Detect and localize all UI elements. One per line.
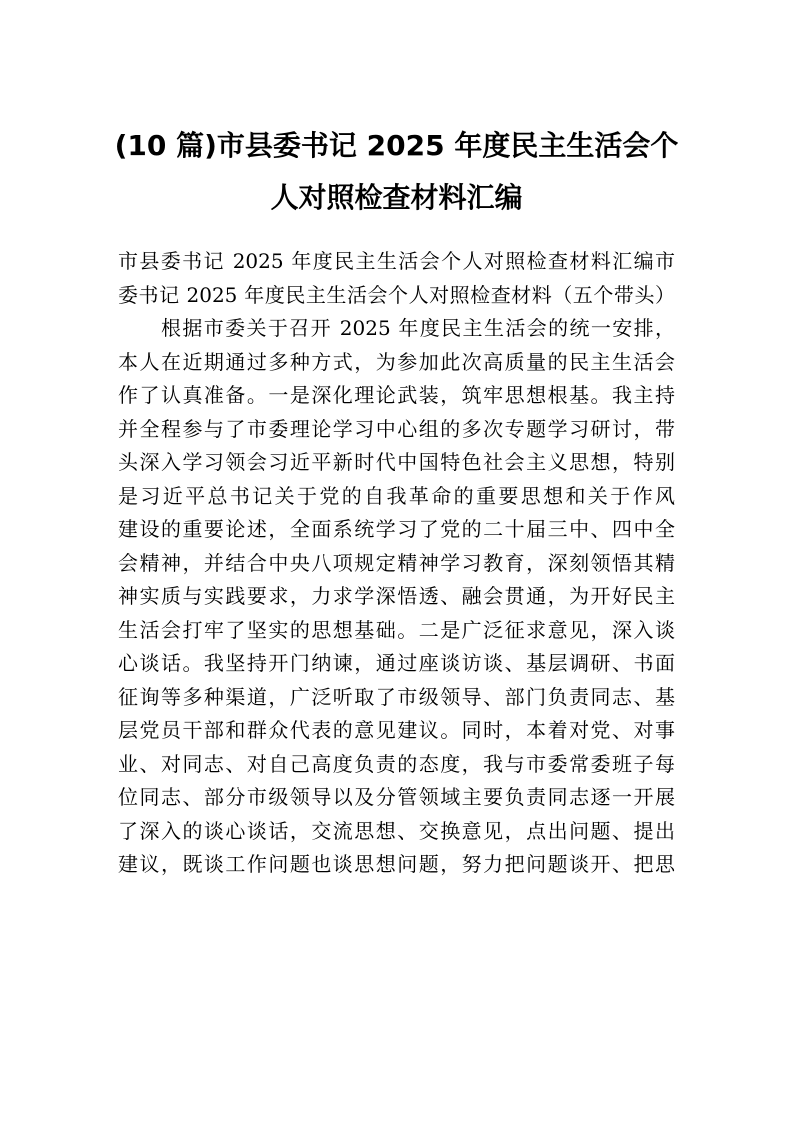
body-line-16: 业、对同志、对自己高度负责的态度，我与市委常委班子每 <box>118 751 675 776</box>
body-line-3: 根据市委关于召开 2025 年度民主生活会的统一安排， <box>161 316 675 340</box>
body-line-8: 是习近平总书记关于党的自我革命的重要思想和关于作风 <box>118 483 675 508</box>
body-line-18: 了深入的谈心谈话，交流思想、交换意见，点出问题、提出 <box>118 818 675 843</box>
body-line-7: 头深入学习领会习近平新时代中国特色社会主义思想，特别 <box>118 450 675 474</box>
body-line-9: 建设的重要论述，全面系统学习了党的二十届三中、四中全 <box>118 517 675 541</box>
body-line-1: 市县委书记 2025 年度民主生活会个人对照检查材料汇编市 <box>118 249 675 273</box>
title-line-1: (10 篇)市县委书记 2025 年度民主生活会个 <box>114 129 679 162</box>
body-line-17: 位同志、部分市级领导以及分管领域主要负责同志逐一开展 <box>118 785 675 809</box>
body-line-5: 作了认真准备。一是深化理论武装，筑牢思想根基。我主持 <box>118 383 675 407</box>
body-line-10: 会精神，并结合中央八项规定精神学习教育，深刻领悟其精 <box>118 550 675 575</box>
body-line-2: 委书记 2025 年度民主生活会个人对照检查材料（五个带头） <box>118 282 675 307</box>
body-line-12: 生活会打牢了坚实的思想基础。二是广泛征求意见，深入谈 <box>118 617 675 642</box>
document-body <box>118 245 675 882</box>
body-line-15: 层党员干部和群众代表的意见建议。同时，本着对党、对事 <box>118 718 675 742</box>
body-line-13: 心谈话。我坚持开门纳谏，通过座谈访谈、基层调研、书面 <box>118 651 675 675</box>
body-line-6: 并全程参与了市委理论学习中心组的多次专题学习研讨，带 <box>118 416 675 441</box>
body-line-19: 建议，既谈工作问题也谈思想问题，努力把问题谈开、把思 <box>118 852 675 876</box>
body-line-14: 征询等多种渠道，广泛听取了市级领导、部门负责同志、基 <box>118 684 675 709</box>
body-line-11: 神实质与实践要求，力求学深悟透、融会贯通，为开好民主 <box>118 584 675 608</box>
document-title <box>100 120 693 224</box>
title-line-2: 人对照检查材料汇编 <box>270 181 523 214</box>
body-line-4: 本人在近期通过多种方式，为参加此次高质量的民主生活会 <box>118 349 675 374</box>
